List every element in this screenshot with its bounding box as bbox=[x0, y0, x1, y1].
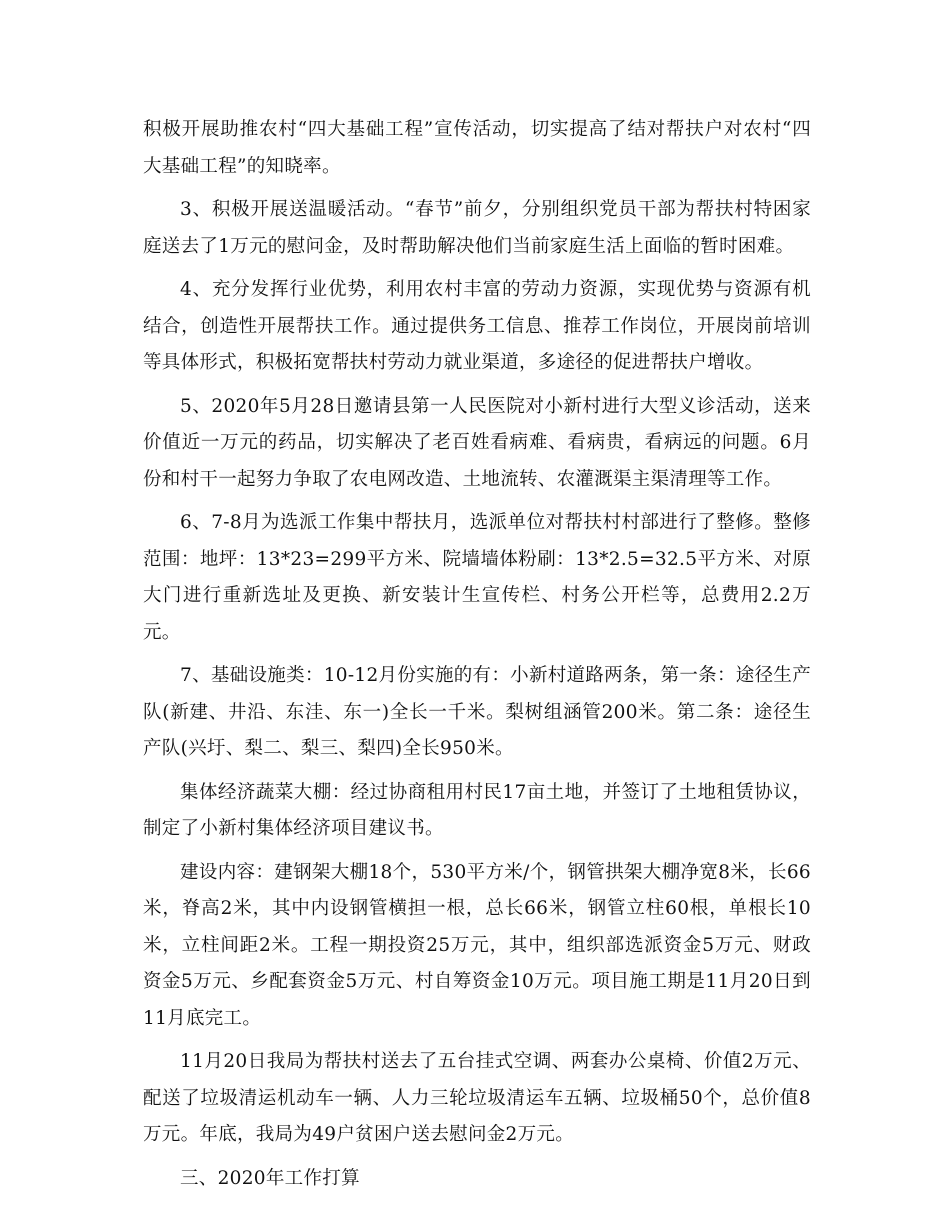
paragraph-item-5: 5、2020年5月28日邀请县第一人民医院对小新村进行大型义诊活动，送来价值近一万元的药品，切实解决了老百姓看病难、看病贵，看病远的问题。6月份和村干一起努力争取了农电网改造、土地流转、农灌溉渠主渠清理等工作。 bbox=[143, 395, 811, 490]
paragraph-item-3: 3、积极开展送温暖活动。“春节”前夕，分别组织党员干部为帮扶村特困家庭送去了1万元的慰问金，及时帮助解决他们当前家庭生活上面临的暂时困难。 bbox=[143, 199, 811, 257]
section-heading-2020-plan: 三、2020年工作打算 bbox=[180, 1167, 360, 1189]
paragraph-nov20: 11月20日我局为帮扶村送去了五台挂式空调、两套办公桌椅、价值2万元、配送了垃圾清运机动车一辆、人力三轮垃圾清运车五辆、垃圾桶50个，总价值8万元。年底，我局为49户贫困户送去慰问金2万元。 bbox=[143, 1051, 811, 1145]
paragraph-greenhouse: 集体经济蔬菜大棚：经过协商租用村民17亩土地，并签订了土地租赁协议，制定了小新村集体经济项目建议书。 bbox=[143, 781, 811, 839]
paragraph-publicity: 积极开展助推农村“四大基础工程”宣传活动，切实提高了结对帮扶户对农村“四大基础工程”的知晓率。 bbox=[143, 119, 811, 177]
paragraph-construction: 建设内容：建钢架大棚18个，530平方米/个，钢管拱架大棚净宽8米，长66米，脊高2米，其中内设钢管横担一根，总长66米，钢管立柱60根，单根长10米，立柱间距2米。工程一期投资25万元，其中，组织部选派资金5万元、财政资金5万元、乡配套资金5万元、村自筹资金10万元。项目施工期是11月20日到11月底完工。 bbox=[143, 861, 811, 1029]
document-body bbox=[143, 112, 811, 1204]
paragraph-item-7: 7、基础设施类：10-12月份实施的有：小新村道路两条，第一条：途径生产队(新建、井沿、东洼、东一)全长一千米。梨树组涵管200米。第二条：途径生产队(兴圩、梨二、梨三、梨四)全长950米。 bbox=[143, 665, 811, 759]
paragraph-item-4: 4、充分发挥行业优势，利用农村丰富的劳动力资源，实现优势与资源有机结合，创造性开展帮扶工作。通过提供务工信息、推荐工作岗位，开展岗前培训等具体形式，积极拓宽帮扶村劳动力就业渠道，多途径的促进帮扶户增收。 bbox=[143, 279, 811, 373]
paragraph-item-6: 6、7-8月为选派工作集中帮扶月，选派单位对帮扶村村部进行了整修。整修范围：地坪：13*23=299平方米、院墙墙体粉刷：13*2.5=32.5平方米、对原大门进行重新选址及更换、新安装计生宣传栏、村务公开栏等，总费用2.2万元。 bbox=[143, 512, 811, 643]
